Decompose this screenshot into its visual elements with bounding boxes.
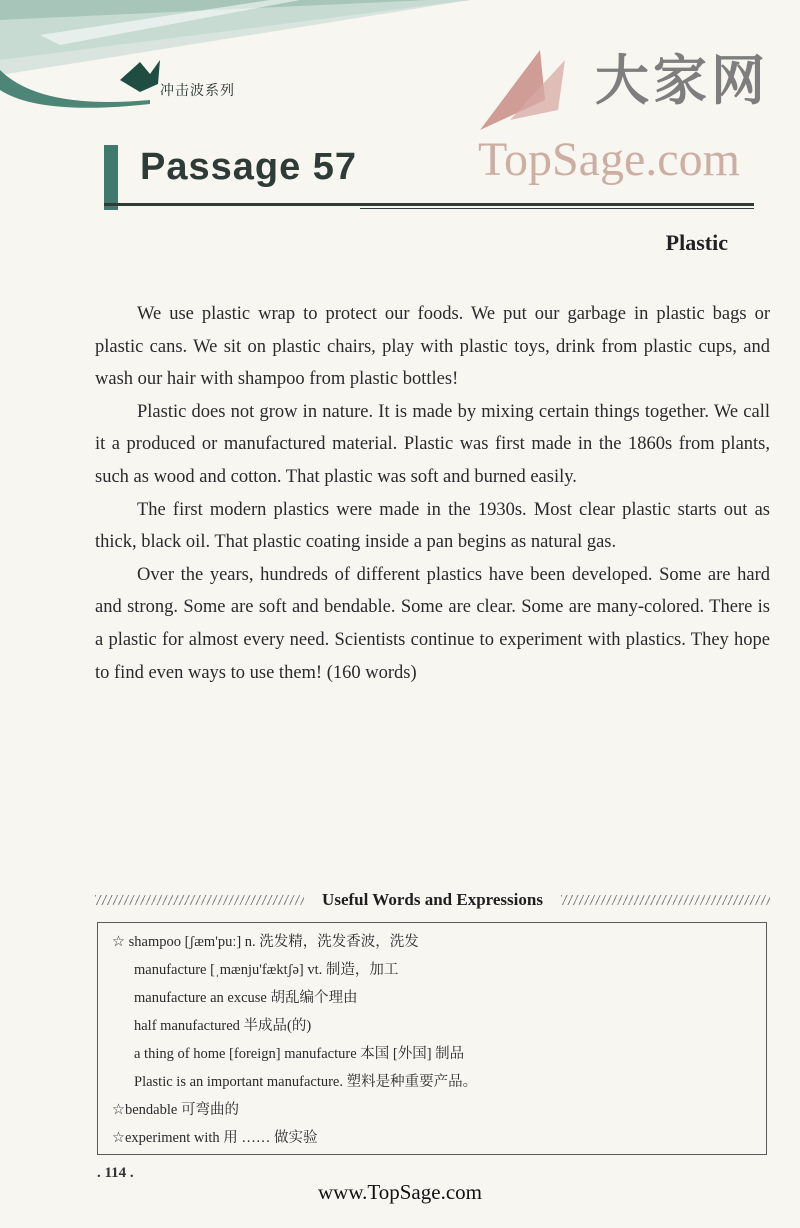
title-rule-thin <box>360 208 754 209</box>
logo-chinese: 大家网 <box>595 48 769 112</box>
hatch-decoration-right <box>561 895 770 905</box>
passage-accent-bar <box>104 145 118 210</box>
vocab-entry: ☆experiment with 用 …… 做实验 <box>112 1130 318 1146</box>
vocab-entry: half manufactured 半成品(的) <box>134 1018 312 1034</box>
vocab-entry: ☆bendable 可弯曲的 <box>112 1102 239 1118</box>
vocab-entry: manufacture [ˌmænju'fæktʃə] vt. 制造，加工 <box>134 962 399 978</box>
title-rule <box>104 203 754 206</box>
vocab-entry: manufacture an excuse 胡乱编个理由 <box>134 990 358 1006</box>
paragraph: The first modern plastics were made in the 1930s. Most clear plastic starts out as thick, black oil. That plastic coating inside a pan begins as natural gas. <box>95 499 770 553</box>
footer-url: www.TopSage.com <box>318 1180 482 1204</box>
article-body <box>95 298 770 689</box>
useful-words-header <box>95 888 770 912</box>
dragon-icon <box>120 60 160 92</box>
vocab-entry: a thing of home [foreign] manufacture 本国 [外国] 制品 <box>134 1046 465 1062</box>
paragraph: We use plastic wrap to protect our foods. We put our garbage in plastic bags or plastic cans. We sit on plastic chairs, play with plastic toys, drink from plastic cups, and wash our hair with shampoo from plastic bottles! <box>95 304 770 390</box>
vocabulary-box <box>97 922 767 1155</box>
passage-label: Passage 57 <box>140 146 358 188</box>
paragraph: Over the years, hundreds of different plastics have been developed. Some are hard and strong. Some are soft and bendable. Some are clear. Some are many-colored. There is a plastic for almost every need. Scientists continue to experiment with plastics. They hope to find even ways to use them! (160 words) <box>95 564 770 683</box>
vocab-entry: Plastic is an important manufacture. 塑料是种重要产品。 <box>134 1074 478 1090</box>
useful-words-title: Useful Words and Expressions <box>322 890 543 909</box>
page-number: . 114 . <box>97 1165 134 1181</box>
hatch-decoration-left <box>95 895 304 905</box>
paragraph: Plastic does not grow in nature. It is made by mixing certain things together. We call it a produced or manufactured material. Plastic was first made in the 1860s from plants, such as wood and cotton. That plastic was soft and burned easily. <box>95 401 770 487</box>
vocab-entry: ☆ shampoo [ʃæm'puː] n. 洗发精，洗发香波，洗发 <box>112 934 419 950</box>
article-title: Plastic <box>665 230 728 255</box>
series-name: 冲击波系列 <box>160 83 235 99</box>
logo-english: TopSage.com <box>478 133 740 186</box>
